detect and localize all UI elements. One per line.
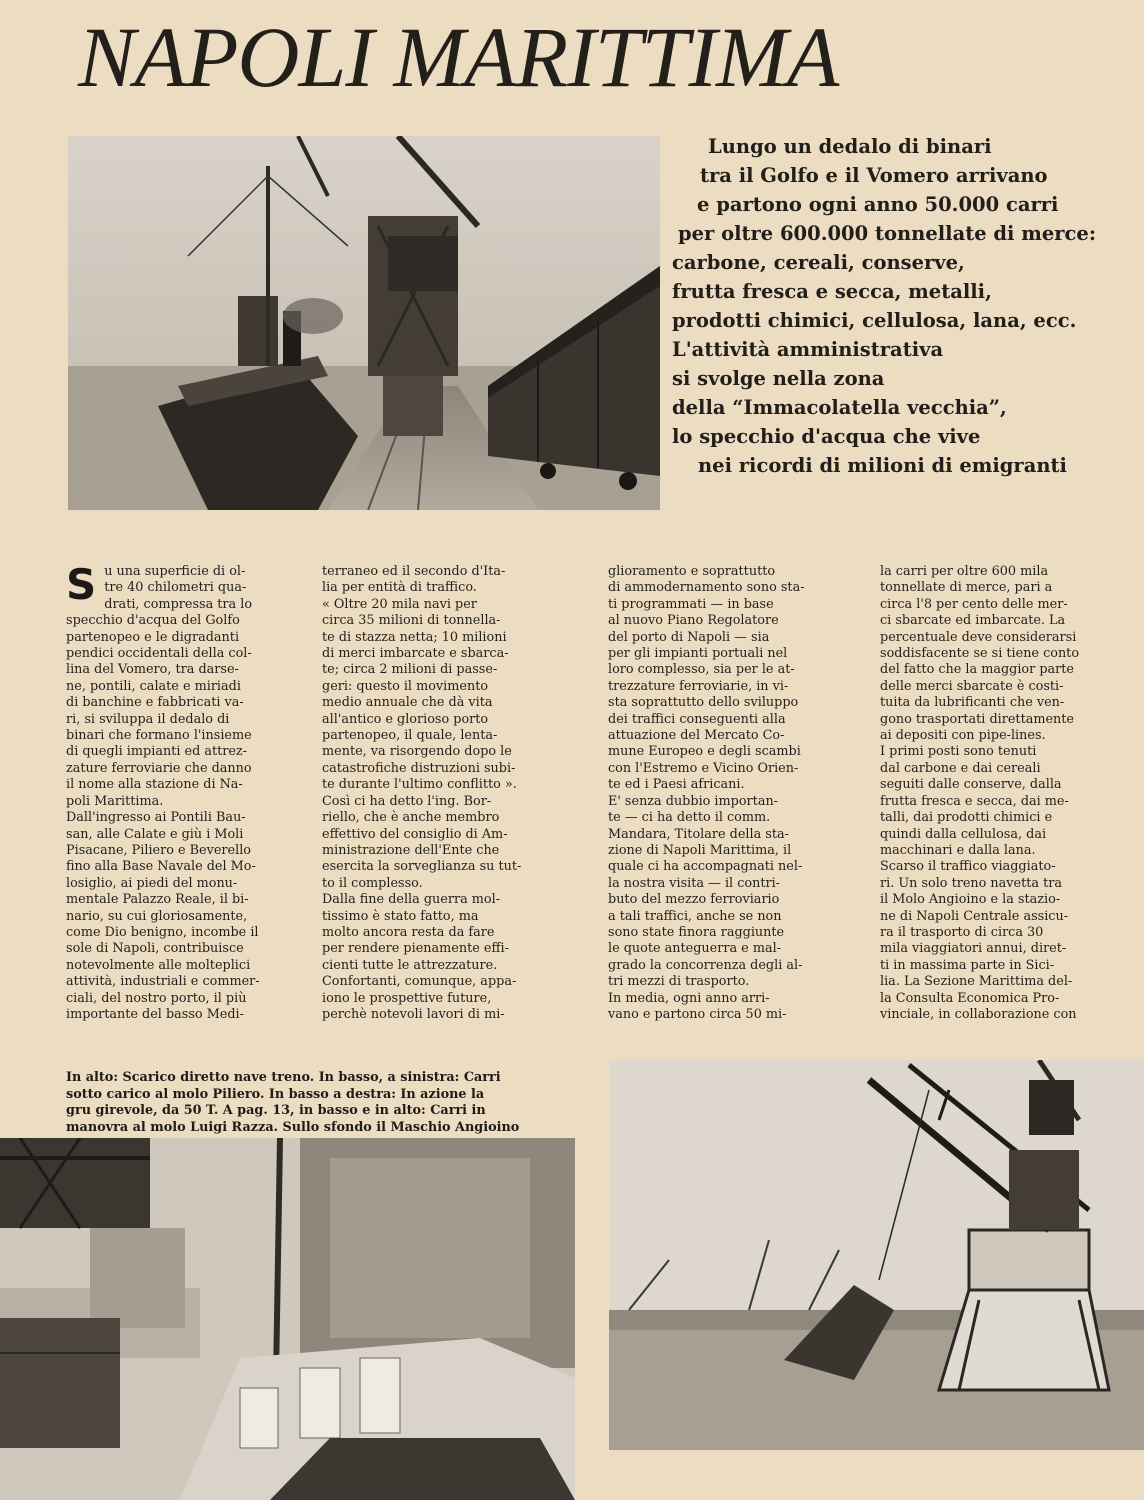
- column-line: ra il trasporto di circa 30: [880, 924, 1044, 940]
- column-line: delle merci sbarcate è costi-: [880, 678, 1064, 694]
- column-line: partenopeo e le digradanti: [66, 629, 240, 645]
- column-line: ci sbarcate ed imbarcate. La: [880, 613, 1066, 629]
- column-line: glioramento e soprattutto: [608, 564, 776, 579]
- column-line: di merci imbarcate e sbarca-: [322, 646, 509, 662]
- column-line: tuita da lubrificanti che ven-: [880, 695, 1065, 711]
- column-line: di banchine e fabbricati va-: [66, 695, 244, 711]
- column-line: geri: questo il movimento: [322, 678, 489, 694]
- column-line: lia per entità di traffico.: [322, 580, 477, 596]
- article-column-2: [322, 564, 522, 1023]
- column-line: a tali traffici, anche se non: [608, 908, 782, 924]
- column-line: dei traffici conseguenti alla: [608, 711, 786, 727]
- column-line: poli Marittima.: [66, 793, 164, 809]
- column-line: perchè notevoli lavori di mi-: [322, 1006, 505, 1022]
- column-line: cienti tutte le attrezzature.: [322, 957, 498, 973]
- column-line: al nuovo Piano Regolatore: [608, 613, 779, 629]
- column-line: losiglio, ai piedi del monu-: [66, 875, 238, 891]
- column-line: soddisfacente se si tiene conto: [880, 646, 1080, 662]
- article-column-3: [608, 564, 805, 1023]
- column-line: te di stazza netta; 10 milioni: [322, 629, 507, 645]
- column-line: attività, industriali e commer-: [66, 974, 260, 990]
- column-line: seguiti dalle conserve, dalla: [880, 777, 1062, 793]
- column-line: grado la concorrenza degli al-: [608, 957, 803, 973]
- column-line: te durante l'ultimo conflitto ».: [322, 777, 517, 793]
- caption-line: sotto carico al molo Piliero. In basso a destra: In azione la: [66, 1086, 485, 1102]
- column-line: il nome alla stazione di Na-: [66, 777, 243, 793]
- column-line: terraneo ed il secondo d'Ita-: [322, 564, 506, 579]
- column-line: esercita la sorveglianza su tut-: [322, 859, 522, 875]
- column-line: circa 35 milioni di tonnella-: [322, 613, 501, 629]
- intro-line: lo specchio d'acqua che vive: [672, 425, 981, 448]
- column-line: del fatto che la maggior parte: [880, 662, 1074, 678]
- column-line: buto del mezzo ferroviario: [608, 892, 780, 908]
- column-line: sono state finora raggiunte: [608, 924, 785, 940]
- intro-line: e partono ogni anno 50.000 carri: [697, 193, 1059, 216]
- column-line: Mandara, Titolare della sta-: [608, 826, 789, 842]
- column-line: specchio d'acqua del Golfo: [66, 613, 240, 629]
- intro-line: tra il Golfo e il Vomero arrivano: [700, 164, 1048, 187]
- column-line: tonnellate di merce, pari a: [880, 580, 1053, 596]
- column-line: E' senza dubbio importan-: [608, 793, 779, 809]
- intro-line: per oltre 600.000 tonnellate di merce:: [678, 222, 1097, 245]
- column-line: gono trasportati direttamente: [880, 711, 1075, 727]
- column-line: drati, compressa tra lo: [104, 596, 253, 612]
- column-line: la carri per oltre 600 mila: [880, 564, 1049, 579]
- column-line: partenopeo, il quale, lenta-: [322, 728, 498, 744]
- column-line: mila viaggiatori annui, diret-: [880, 941, 1067, 957]
- article-column-1: [66, 560, 260, 1023]
- column-text: [608, 564, 805, 1023]
- column-line: per gli impianti portuali nel: [608, 646, 788, 662]
- column-line: trezzature ferroviarie, in vi-: [608, 678, 789, 694]
- column-line: quindi dalla cellulosa, dai: [880, 826, 1047, 842]
- column-line: Così ci ha detto l'ing. Bor-: [322, 793, 492, 809]
- column-line: per rendere pienamente effi-: [322, 941, 509, 957]
- caption-line: In alto: Scarico diretto nave treno. In basso, a sinistra: Carri: [66, 1070, 501, 1085]
- column-line: all'antico e glorioso porto: [322, 711, 489, 727]
- intro-line: carbone, cereali, conserve,: [672, 251, 965, 274]
- caption-line: manovra al molo Luigi Razza. Sullo sfondo il Maschio Angioino: [66, 1119, 520, 1135]
- column-line: Scarso il traffico viaggiato-: [880, 859, 1056, 875]
- column-line: frutta fresca e secca, dai me-: [880, 793, 1069, 809]
- column-line: notevolmente alle molteplici: [66, 957, 251, 973]
- column-line: san, alle Calate e giù i Moli: [66, 826, 244, 842]
- caption-line: gru girevole, da 50 T. A pag. 13, in basso e in alto: Carri in: [66, 1103, 486, 1118]
- column-line: mente, va risorgendo dopo le: [322, 744, 512, 760]
- column-line: del porto di Napoli — sia: [608, 629, 770, 645]
- intro-line: L'attività amministrativa: [672, 338, 944, 361]
- column-line: riello, che è anche membro: [322, 810, 500, 826]
- intro-line: Lungo un dedalo di binari: [708, 135, 992, 158]
- column-line: fino alla Base Navale del Mo-: [66, 859, 256, 875]
- photo-gru-girevole: [609, 1060, 1144, 1450]
- column-line: nario, su cui gloriosamente,: [66, 908, 248, 924]
- column-line: medio annuale che dà vita: [322, 695, 493, 711]
- column-line: ministrazione dell'Ente che: [322, 842, 500, 858]
- column-line: to il complesso.: [322, 875, 423, 891]
- column-line: con l'Estremo e Vicino Orien-: [608, 760, 799, 776]
- column-line: loro complesso, sia per le at-: [608, 662, 795, 678]
- column-line: la Consulta Economica Pro-: [880, 990, 1060, 1006]
- column-line: molto ancora resta da fare: [322, 924, 495, 940]
- column-line: In media, ogni anno arri-: [608, 990, 770, 1006]
- column-line: ri, si sviluppa il dedalo di: [66, 711, 230, 727]
- column-line: tre 40 chilometri qua-: [104, 580, 247, 596]
- column-text: [880, 564, 1080, 1023]
- column-line: binari che formano l'insieme: [66, 728, 252, 744]
- intro-standfirst: [670, 132, 1097, 480]
- intro-line: frutta fresca e secca, metalli,: [672, 280, 992, 303]
- column-line: quale ci ha accompagnati nel-: [608, 859, 803, 875]
- column-line: zature ferroviarie che danno: [66, 760, 252, 776]
- column-line: pendici occidentali della col-: [66, 646, 252, 662]
- column-line: di quegli impianti ed attrez-: [66, 744, 247, 760]
- column-line: attuazione del Mercato Co-: [608, 728, 785, 744]
- column-line: iono le prospettive future,: [322, 990, 492, 1006]
- intro-line: si svolge nella zona: [672, 367, 885, 390]
- column-line: effettivo del consiglio di Am-: [322, 826, 508, 842]
- column-line: sole di Napoli, contribuisce: [66, 941, 244, 957]
- column-line: ti in massima parte in Sici-: [880, 957, 1055, 973]
- column-line: vinciale, in collaborazione con: [880, 1006, 1077, 1022]
- column-line: ne, pontili, calate e miriadi: [66, 678, 241, 694]
- column-line: « Oltre 20 mila navi per: [322, 596, 477, 612]
- column-text: [66, 560, 260, 1023]
- intro-line: prodotti chimici, cellulosa, lana, ecc.: [672, 309, 1077, 332]
- column-line: sta soprattutto dello sviluppo: [608, 695, 799, 711]
- column-line: Dalla fine della guerra mol-: [322, 892, 501, 908]
- intro-line: della “Immacolatella vecchia”,: [672, 396, 1007, 419]
- column-line: u una superficie di ol-: [104, 564, 246, 579]
- column-line: I primi posti sono tenuti: [880, 744, 1037, 760]
- column-line: ri. Un solo treno navetta tra: [880, 875, 1062, 891]
- column-line: ai depositi con pipe-lines.: [880, 728, 1046, 744]
- column-line: ne di Napoli Centrale assicu-: [880, 908, 1069, 924]
- column-line: circa l'8 per cento delle mer-: [880, 596, 1068, 612]
- bleed-through-decoration: [955, 40, 968, 99]
- column-line: macchinari e dalla lana.: [880, 842, 1036, 858]
- column-line: importante del basso Medi-: [66, 1006, 244, 1022]
- column-line: Pisacane, Piliero e Beverello: [66, 842, 251, 858]
- column-line: talli, dai prodotti chimici e: [880, 810, 1053, 826]
- column-line: tri mezzi di trasporto.: [608, 974, 750, 990]
- article-column-4: [880, 564, 1080, 1023]
- column-line: lia. La Sezione Marittima del-: [880, 974, 1073, 990]
- photo-molo-piliero: [0, 1138, 575, 1500]
- column-line: Confortanti, comunque, appa-: [322, 974, 517, 990]
- column-line: il Molo Angioino e la stazio-: [880, 892, 1061, 908]
- column-line: ciali, del nostro porto, il più: [66, 990, 247, 1006]
- column-line: catastrofiche distruzioni subi-: [322, 760, 516, 776]
- column-line: lina del Vomero, tra darse-: [66, 662, 239, 678]
- column-line: ti programmati — in base: [608, 596, 774, 612]
- column-line: dal carbone e dai cereali: [880, 760, 1041, 776]
- photo-ship-crane-train: [68, 136, 660, 510]
- column-line: te; circa 2 milioni di passe-: [322, 662, 498, 678]
- photo-caption: [66, 1070, 576, 1136]
- column-line: mune Europeo e degli scambi: [608, 744, 801, 760]
- page-title: NAPOLI MARITTIMA: [78, 9, 839, 105]
- column-line: te ed i Paesi africani.: [608, 777, 745, 793]
- column-line: percentuale deve considerarsi: [880, 629, 1077, 645]
- column-line: come Dio benigno, incombe il: [66, 924, 259, 940]
- drop-cap: S: [66, 560, 97, 609]
- column-line: zione di Napoli Marittima, il: [608, 842, 792, 858]
- column-line: mentale Palazzo Reale, il bi-: [66, 892, 249, 908]
- column-line: le quote anteguerra e mal-: [608, 941, 782, 957]
- column-text: [322, 564, 522, 1023]
- column-line: tissimo è stato fatto, ma: [322, 908, 479, 924]
- column-line: Dall'ingresso ai Pontili Bau-: [66, 810, 246, 826]
- column-line: la nostra visita — il contri-: [608, 875, 780, 891]
- column-line: vano e partono circa 50 mi-: [608, 1006, 787, 1022]
- intro-line: nei ricordi di milioni di emigranti: [698, 454, 1067, 477]
- column-line: te — ci ha detto il comm.: [608, 810, 771, 826]
- column-line: di ammodernamento sono sta-: [608, 580, 805, 596]
